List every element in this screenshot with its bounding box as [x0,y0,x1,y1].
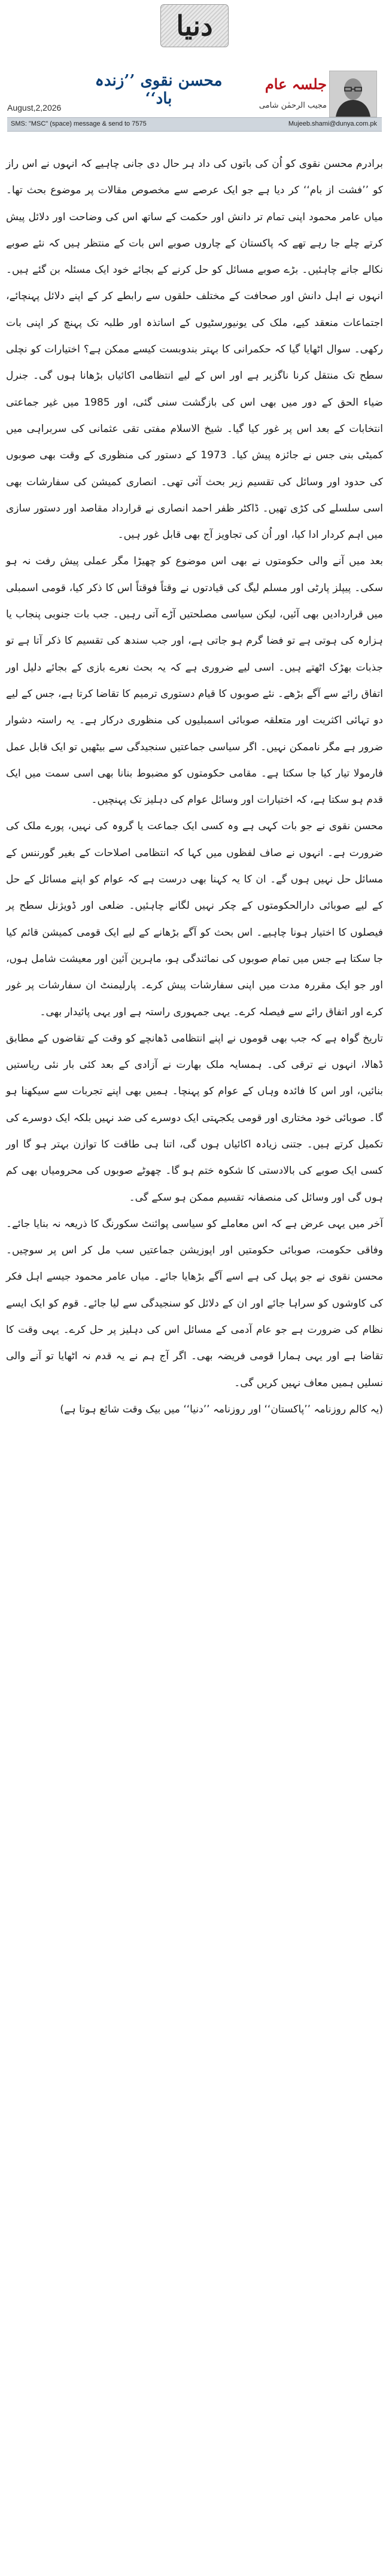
author-name: مجیب الرحمٰن شامی [259,101,327,110]
column-title: محسن نقوی ’’زندہ باد‘‘ [95,72,223,108]
author-photo [329,71,377,117]
sms-instruction: SMS: "MSC" (space) message & send to 7575 [11,120,147,127]
dunya-logo: دنیا [160,4,229,47]
article-paragraph: آخر میں یہی عرض ہے کہ اس معاملے کو سیاسی پوائنٹ سکورنگ کا ذریعہ نہ بنایا جائے۔ وفاقی حکومت، صوبائی حکومتیں اور اپوزیشن جماعتیں سب مل کر اس پر سوچیں۔ محسن نقوی نے جو پہل کی ہے اسے آگے بڑھایا جائے۔ میاں عامر محمود جیسے اہل فکر کی کاوشوں کو سراہا جائے اور ان کے دلائل کو سنجیدگی سے لیا جائے۔ قوم کو ایک ایسے نظام کی ضرورت ہے جو عام آدمی کے مسائل اس کی دہلیز پر حل کرے۔ یہی وقت کا تقاضا ہے اور یہی ہمارا قومی فریضہ بھی۔ اگر آج ہم نے یہ قدم نہ اٹھایا تو آنے والی نسلیں ہمیں معاف نہیں کریں گی۔ [6,1217,383,1389]
contact-bar [7,117,382,132]
article-paragraph: محسن نقوی نے جو بات کہی ہے وہ کسی ایک جماعت یا گروہ کی نہیں، پورے ملک کی ضرورت ہے۔ انہوں نے صاف لفظوں میں کہا کہ انتظامی اصلاحات کے بغیر گورننس کے مسائل حل نہیں ہوں گے۔ ان کا یہ کہنا بھی درست ہے کہ عوام کو اپنے مسائل کے حل کے لیے صوبائی دارالحکومتوں کے چکر نہیں لگانے چاہئیں۔ ضلعی اور ڈویژنل سطح پر فیصلوں کا اختیار ہونا چاہیے۔ اس بحث کو آگے بڑھانے کے لیے ایک قومی کمیشن قائم کیا جا سکتا ہے جس میں تمام صوبوں کی نمائندگی ہو، ماہرین آئین اور معیشت شامل ہوں، اور جو ایک مقررہ مدت میں اپنی سفارشات پیش کرے۔ پارلیمنٹ ان سفارشات پر غور کرے اور اتفاق رائے سے فیصلہ کرے۔ یہی جمہوری راستہ ہے اور یہی پائیدار بھی۔ [6,820,383,1018]
article-paragraph: بعد میں آنے والی حکومتوں نے بھی اس موضوع کو چھیڑا مگر عملی پیش رفت نہ ہو سکی۔ پیپلز پارٹی اور مسلم لیگ کی قیادتوں نے وقتاً فوقتاً اس کا ذکر کیا، قومی اسمبلی میں قراردادیں بھی آئیں، لیکن سیاسی مصلحتیں آڑے آتی رہیں۔ جب بات جنوبی پنجاب یا ہزارہ کی ہوتی ہے تو فضا گرم ہو جاتی ہے، اور جب سندھ کی تقسیم کا ذکر آتا ہے تو جذبات بھڑک اٹھتے ہیں۔ اسی لیے ضروری ہے کہ یہ بحث نعرے بازی کے بجائے دلیل اور اتفاق رائے سے آگے بڑھے۔ نئے صوبوں کا قیام دستوری ترمیم کا تقاضا کرتا ہے، جس کے لیے دو تہائی اکثریت اور متعلقہ صوبائی اسمبلیوں کی منظوری درکار ہے۔ یہ راستہ دشوار ضرور ہے مگر ناممکن نہیں۔ اگر سیاسی جماعتیں سنجیدگی سے بیٹھیں تو ایک قابل عمل فارمولا تیار کیا جا سکتا ہے۔ مقامی حکومتوں کو مضبوط بنانا بھی اسی سمت میں ایک قدم ہو سکتا ہے، کہ اختیارات اور وسائل عوام کی دہلیز تک پہنچیں۔ [6,555,383,806]
article-paragraph: برادرم محسن نقوی کو اُن کی باتوں کی داد ہر حال دی جانی چاہیے کہ انہوں نے اس راز کو ’’فشت از بام‘‘ کر دیا ہے جو ایک عرصے سے مخصوص مقالات پر موضوع بحث تھا۔ میاں عامر محمود اپنی تمام تر دانش اور حکمت کے ساتھ اس کی وضاحت اور دلائل پیش کرتے چلے جا رہے تھے کہ پاکستان کے چاروں صوبے اس بات کے منتظر ہیں کہ نئے صوبے نکالے جانے چاہئیں۔ بڑے صوبے مسائل کو حل کرنے کے بجائے خود ایک مسئلہ بن گئے ہیں۔ انہوں نے اہل دانش اور صحافت کے مختلف حلقوں سے رابطے کر کے اپنے دلائل پہنچائے، اجتماعات منعقد کیے، ملک کی یونیورسٹیوں کے اساتذہ اور طلبہ تک پہنچ کر اپنی بات رکھی۔ سوال اٹھایا گیا کہ حکمرانی کا بہتر بندوبست کیسے ممکن ہے؟ اختیارات کو نچلی سطح تک منتقل کرنا ناگزیر ہے اور اس کے لیے انتظامی اکائیاں بڑھانا ہوں گی۔ جنرل ضیاء الحق کے دور میں بھی اس کی بازگشت سنی گئی، اور 1985 میں غیر جماعتی انتخابات کے بعد اس پر غور کیا گیا۔ شیخ الاسلام مفتی تقی عثمانی کی سربراہی میں کمیٹی بنی جس نے جائزہ پیش کیا۔ 1973 کے دستور کی منظوری کے وقت بھی صوبوں کی حدود اور وسائل کی تقسیم زیر بحث آئی تھی۔ انصاری کمیشن کی سفارشات بھی اسی سلسلے کی کڑی تھیں۔ ڈاکٹر ظفر احمد انصاری نے قرارداد مقاصد اور دستور سازی میں اہم کردار ادا کیا، اور اُن کی تجاویز آج بھی قابل غور ہیں۔ [6,158,383,541]
masthead [0,0,389,51]
publish-date: August,2,2026 [7,103,62,112]
article-paragraph: تاریخ گواہ ہے کہ جب بھی قوموں نے اپنے انتظامی ڈھانچے کو وقت کے تقاضوں کے مطابق ڈھالا، انہوں نے ترقی کی۔ ہمسایہ ملک بھارت نے آزادی کے بعد کئی بار نئی ریاستیں بنائیں، اور اس کا فائدہ وہاں کے عوام کو پہنچا۔ ہمیں بھی اپنے تجربات سے سیکھنا ہو گا۔ صوبائی خود مختاری اور قومی یکجہتی ایک دوسرے کی ضد نہیں بلکہ ایک دوسرے کی تکمیل کرتے ہیں۔ جتنی زیادہ اکائیاں ہوں گی، اتنا ہی طاقت کا توازن بہتر ہو گا اور کسی ایک صوبے کی بالادستی کا شکوہ ختم ہو گا۔ چھوٹے صوبوں کی محرومیاں بھی کم ہوں گی اور وسائل کی منصفانہ تقسیم ممکن ہو سکے گی۔ [6,1032,383,1204]
author-email: Mujeeb.shami@dunya.com.pk [288,120,377,127]
column-name: جلسہ عام [265,75,327,93]
author-box [249,71,327,116]
column-header [7,71,382,141]
article-body [6,151,383,1423]
syndication-note: (یہ کالم روزنامہ ’’پاکستان‘‘ اور روزنامہ ’’دنیا‘‘ میں بیک وقت شائع ہوتا ہے) [60,1403,383,1415]
author-portrait-icon [330,71,376,117]
